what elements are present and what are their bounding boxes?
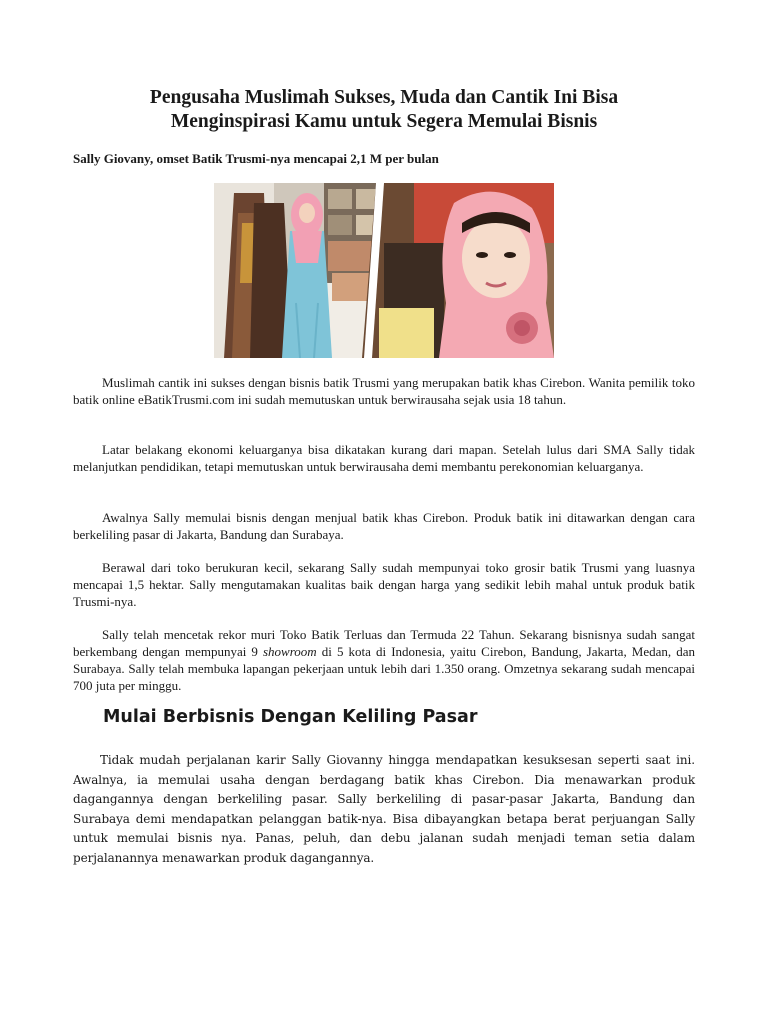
showroom-emphasis: showroom	[263, 644, 317, 659]
photo-right-selfie	[362, 183, 554, 358]
paragraph-4: Berawal dari toko berukuran kecil, sekarang Sally sudah mempunyai toko grosir batik Trusmi yang luasnya mencapai 1,5 hektar. Sally mengutamakan kualitas baik dengan harga yang sedikit lebih mahal untuk produk batik Trusmi-nya.	[73, 560, 695, 609]
paragraph-5: Sally telah mencetak rekor muri Toko Batik Terluas dan Termuda 22 Tahun. Sekarang bisnisnya sudah sangat berkembang dengan mempunyai 9 showroom di 5 kota di Indonesia, yaitu Cirebon, Bandung, Jakarta, Medan, dan Surabaya. Sally telah membuka lapangan pekerjaan untuk lebih dari 1.350 orang. Omzetnya sekarang sudah mencapai 700 juta per minggu.	[73, 627, 695, 693]
article-title	[60, 86, 708, 134]
paragraph-1: Muslimah cantik ini sukses dengan bisnis batik Trusmi yang merupakan batik khas Cirebon. Wanita pemilik toko batik online eBatikTrusmi.com ini sudah memutuskan untuk berwirausaha sejak usia 18 tahun.	[73, 375, 695, 407]
title-line-2: Menginspirasi Kamu untuk Segera Memulai Bisnis	[170, 111, 598, 132]
title-line-1: Pengusaha Muslimah Sukses, Muda dan Cantik Ini Bisa	[149, 87, 619, 108]
article-photo	[214, 183, 554, 358]
article-subtitle: Sally Giovany, omset Batik Trusmi-nya mencapai 2,1 M per bulan	[73, 151, 439, 166]
paragraph-3: Awalnya Sally memulai bisnis dengan menjual batik khas Cirebon. Produk batik ini ditawarkan dengan cara berkeliling pasar di Jakarta, Bandung dan Surabaya.	[73, 510, 695, 542]
section-heading: Mulai Berbisnis Dengan Keliling Pasar	[103, 707, 478, 727]
section-paragraph: Tidak mudah perjalanan karir Sally Giovanny hingga mendapatkan kesuksesan seperti saat ini. Awalnya, ia memulai usaha dengan berdagang batik khas Cirebon. Dia menawarkan produk dagangannya dengan berkeliling pasar. Sally berkeliling di pasar-pasar Jakarta, Bandung dan Surabaya demi mendapatkan pelanggan batik-nya. Bisa dibayangkan betapa berat perjuangan Sally untuk memulai bisnis nya. Panas, peluh, dan debu jalanan sudah menjadi teman setia dalam perjalanannya menawarkan produk dagangannya.	[73, 753, 695, 865]
photo-left-shop-scene	[214, 183, 386, 358]
paragraph-2: Latar belakang ekonomi keluarganya bisa dikatakan kurang dari mapan. Setelah lulus dari SMA Sally tidak melanjutkan pendidikan, tetapi memutuskan untuk berwirausaha demi membantu perekonomian keluarganya.	[73, 442, 695, 474]
